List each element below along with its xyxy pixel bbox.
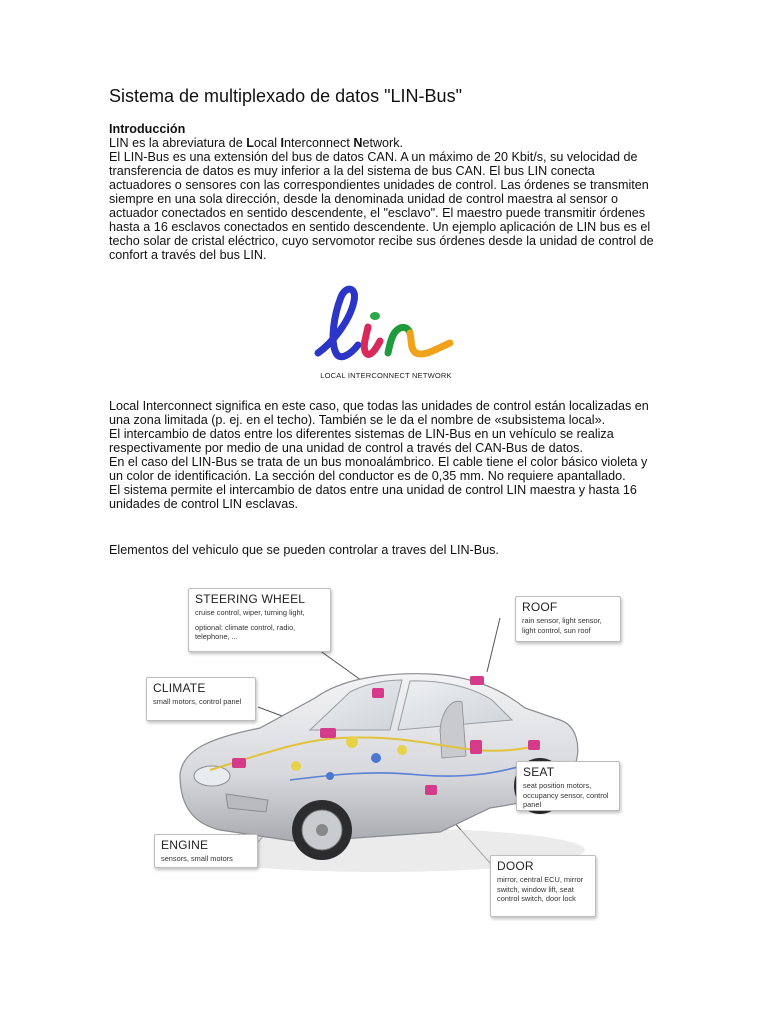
body-section: [109, 399, 657, 511]
lin-logo-graphic: [310, 283, 462, 371]
intro-heading: Introducción: [109, 122, 186, 136]
callout-roof: [515, 596, 621, 642]
abbr-text-b: ocal: [253, 136, 281, 150]
door-title: DOOR: [497, 859, 534, 873]
logo-letter-n-right: [410, 333, 450, 354]
leader-roof: [487, 618, 500, 672]
intro-section: [109, 122, 657, 262]
seat-title: SEAT: [523, 765, 555, 779]
engine-title: ENGINE: [161, 838, 209, 852]
component-blue-2: [326, 772, 334, 780]
body-paragraph-1: Local Interconnect significa en este caso, que todas las unidades de control están localizadas en una zona limitada (p. ej. en el techo). También se le da el nombre de «subsistema local».: [109, 399, 649, 427]
elements-sentence: Elementos del vehiculo que se pueden controlar a traves del LIN-Bus.: [109, 543, 499, 557]
logo-letter-n-left: [388, 327, 410, 353]
ecu-door: [425, 785, 437, 795]
ecu-climate: [320, 728, 336, 738]
ecu-steering: [372, 688, 384, 698]
component-yellow-1: [346, 736, 358, 748]
abbr-letter-l: L: [246, 136, 254, 150]
abbr-text-a: LIN es la abreviatura de: [109, 136, 247, 150]
vehicle-lin-diagram: [140, 580, 630, 925]
abbr-text-c: nterconnect: [284, 136, 354, 150]
body-paragraph-2: El intercambio de datos entre los diferentes sistemas de LIN-Bus en un vehículo se realiza respectivamente por medio de una unidad de control a través del CAN-Bus de datos.: [109, 427, 614, 455]
component-yellow-3: [291, 761, 301, 771]
component-yellow-2: [397, 745, 407, 755]
ecu-engine: [232, 758, 246, 768]
callout-seat: [516, 761, 620, 811]
body-paragraph-3: En el caso del LIN-Bus se trata de un bus monoalámbrico. El cable tiene el color básico violeta y un color de identificación. La sección del conductor es de 0,35 mm. No requiere apantallado.: [109, 455, 648, 483]
roof-desc: rain sensor, light sensor, light control, sun roof: [522, 616, 602, 635]
intro-abbreviation-line: [109, 136, 657, 150]
page-title: Sistema de multiplexado de datos "LIN-Bus": [109, 86, 462, 106]
callout-door: [490, 855, 596, 917]
logo-i-dot: [370, 312, 380, 320]
component-blue-1: [371, 753, 381, 763]
callout-engine: [154, 834, 258, 868]
intro-paragraph: El LIN-Bus es una extensión del bus de datos CAN. A un máximo de 20 Kbit/s, su velocidad de transferencia de datos es muy inferior a la del sistema de bus CAN. El bus LIN conecta actuadores o sensores con las correspondientes unidades de control. Las órdenes se transmiten siempre en una sola dirección, desde la denominada unidad de control maestra al sensor o actuador conectados en sentido descendente, el "esclavo". El maestro puede transmitir órdenes hasta a 16 esclavos conectados en sentido descendente. Un ejemplo aplicación de LIN bus es el techo solar de cristal eléctrico, cuyo servomotor recibe sus órdenes desde la unidad de control de confort a través del bus LIN.: [109, 150, 654, 262]
climate-desc: small motors, control panel: [153, 697, 242, 706]
ecu-seat: [470, 740, 482, 754]
ecu-roof: [470, 676, 484, 685]
body-paragraph-4: El sistema permite el intercambio de datos entre una unidad de control LIN maestra y hasta 16 unidades de control LIN esclavas.: [109, 483, 637, 511]
logo-letter-l: [318, 289, 358, 357]
callout-climate: [146, 677, 256, 721]
door-desc: mirror, central ECU, mirror switch, window lift, seat control switch, door lock: [497, 875, 584, 903]
lin-logo: [310, 283, 462, 383]
logo-caption: LOCAL INTERCONNECT NETWORK: [320, 371, 452, 380]
abbr-text-d: etwork.: [362, 136, 404, 150]
steering-title: STEERING WHEEL: [195, 592, 306, 606]
steering-desc: cruise control, wiper, turning light,: [195, 608, 305, 617]
abbr-letter-n: N: [353, 136, 363, 150]
abbr-letter-i: I: [280, 136, 285, 150]
seat-desc: seat position motors, occupancy sensor, control panel: [523, 781, 609, 809]
callout-steering-wheel: [188, 588, 331, 652]
ecu-rear: [528, 740, 540, 750]
steering-desc-optional: optional: climate control, radio, telephone, ...: [195, 622, 296, 641]
engine-desc: sensors, small motors: [161, 854, 233, 863]
climate-title: CLIMATE: [153, 681, 206, 695]
roof-title: ROOF: [522, 600, 558, 614]
logo-letter-i: [364, 327, 380, 354]
front-wheel: [292, 800, 352, 860]
